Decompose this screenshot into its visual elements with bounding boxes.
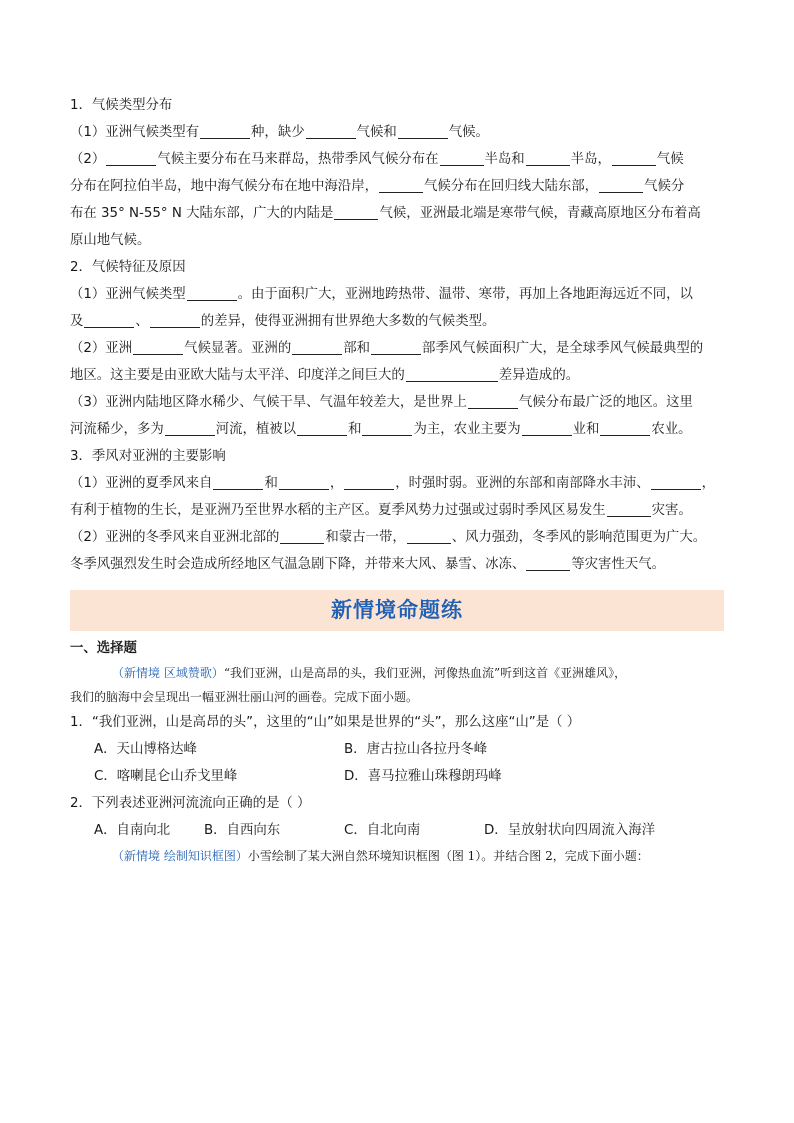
text: （2）: [70, 152, 106, 167]
fill-blank[interactable]: [106, 149, 156, 166]
text: 业和: [572, 422, 600, 437]
text: 和: [348, 422, 362, 437]
fill-blank[interactable]: [407, 527, 451, 544]
fill-blank[interactable]: [334, 203, 378, 220]
s1-p2a: [70, 146, 724, 173]
question-1-stem: 1．“我们亚洲，山是高昂的头”，这里的“山”如果是世界的“头”，那么这座“山”是（ ）: [70, 715, 581, 730]
context-line-3: [70, 844, 724, 868]
fill-blank[interactable]: [526, 554, 570, 571]
text: （1）亚洲气候类型有: [70, 125, 200, 140]
text: 气候，亚洲最北端是寒带气候，青藏高原地区分布着高: [379, 206, 701, 221]
fill-blank[interactable]: [522, 419, 572, 436]
question-2-options: [70, 817, 724, 844]
section-banner: 新情境命题练: [70, 590, 724, 631]
s2-p1b: [70, 308, 724, 335]
question-2-stem: 2．下列表述亚洲河流流向正确的是（ ）: [70, 796, 311, 811]
text: 、风力强劲，冬季风的影响范围更为广大。: [451, 530, 707, 545]
fill-blank[interactable]: [600, 419, 650, 436]
context-tag: （新情境 区域赞歌）: [112, 666, 224, 680]
fill-blank[interactable]: [165, 419, 215, 436]
s2-p3a: [70, 389, 724, 416]
worksheet-page: [70, 92, 724, 868]
text: 和: [264, 476, 278, 491]
s3-p1b: [70, 497, 724, 524]
option-d[interactable]: D．喜马拉雅山珠穆朗玛峰: [344, 769, 502, 784]
fill-blank[interactable]: [187, 284, 237, 301]
fill-blank[interactable]: [612, 149, 656, 166]
text: 布在 35° N-55° N 大陆东部，广大的内陆是: [70, 206, 334, 221]
context-line-1: [70, 661, 724, 685]
s2-p1a: [70, 281, 724, 308]
text: 差异造成的。: [498, 368, 580, 383]
option-c[interactable]: C．喀喇昆仑山乔戈里峰: [94, 769, 238, 784]
option-a[interactable]: A．天山博格达峰: [94, 742, 197, 757]
fill-blank[interactable]: [213, 473, 263, 490]
text: 气候分: [644, 179, 685, 194]
text: 冬季风强烈发生时会造成所经地区气温急剧下降，并带来大风、暴雪、冰冻、: [70, 557, 526, 572]
context-tag: （新情境 绘制知识框图）: [112, 849, 248, 863]
text: 的差异，使得亚洲拥有世界绝大多数的气候类型。: [200, 314, 496, 329]
fill-blank[interactable]: [133, 338, 183, 355]
question-1-options-row2: [70, 763, 724, 790]
section-heading-choice: 一、选择题: [70, 641, 137, 656]
text: 地区。这主要是由亚欧大陆与太平洋、印度洋之间巨大的: [70, 368, 405, 383]
text: （2）亚洲的冬季风来自亚洲北部的: [70, 530, 280, 545]
text: 河流稀少，多为: [70, 422, 164, 437]
s2-heading: 2．气候特征及原因: [70, 260, 186, 275]
s3-heading: 3．季风对亚洲的主要影响: [70, 449, 226, 464]
text: 气候和: [356, 125, 397, 140]
text: 气候: [656, 152, 684, 167]
text: 气候分布在回归线大陆东部，: [423, 179, 599, 194]
s1-heading: 1．气候类型分布: [70, 98, 173, 113]
fill-blank[interactable]: [279, 473, 329, 490]
s1-p2c: [70, 200, 724, 227]
text: ，: [329, 476, 344, 491]
text: 种，缺少: [251, 125, 305, 140]
text: 气候显著。亚洲的: [184, 341, 292, 356]
text: 有利于植物的生长，是亚洲乃至世界水稻的主产区。夏季风势力过强或过弱时季风区易发生: [70, 503, 606, 518]
context-line-2: 我们的脑海中会呈现出一幅亚洲壮丽山河的画卷。完成下面小题。: [70, 690, 419, 704]
text: 气候。: [448, 125, 489, 140]
text: （3）亚洲内陆地区降水稀少、气候干旱、气温年较差大，是世界上: [70, 395, 467, 410]
question-1-options-row1: [70, 736, 724, 763]
text: 、: [135, 314, 149, 329]
text: ，时强时弱。亚洲的东部和南部降水丰沛、: [395, 476, 650, 491]
fill-blank[interactable]: [651, 473, 701, 490]
fill-blank[interactable]: [84, 311, 134, 328]
s3-p2b: [70, 551, 724, 578]
s2-p3b: [70, 416, 724, 443]
text: 农业。: [651, 422, 692, 437]
text: 部季风气候面积广大，是全球季风气候最典型的: [422, 341, 704, 356]
text: 气候主要分布在马来群岛，热带季风气候分布在: [157, 152, 439, 167]
fill-blank[interactable]: [599, 176, 643, 193]
text: ，: [701, 476, 716, 491]
text: 河流，植被以: [215, 422, 297, 437]
s2-p2b: [70, 362, 724, 389]
text: 灾害。: [651, 503, 692, 518]
fill-blank[interactable]: [280, 527, 324, 544]
option-c[interactable]: C．自北向南: [344, 823, 421, 838]
fill-blank[interactable]: [292, 338, 342, 355]
fill-blank[interactable]: [344, 473, 394, 490]
text: 半岛，: [570, 152, 611, 167]
fill-blank[interactable]: [371, 338, 421, 355]
fill-blank[interactable]: [306, 122, 356, 139]
text: 为主，农业主要为: [413, 422, 521, 437]
s1-p2b: [70, 173, 724, 200]
option-d[interactable]: D．呈放射状向四周流入海洋: [484, 823, 655, 838]
text: 及: [70, 314, 84, 329]
option-b[interactable]: B．唐古拉山各拉丹冬峰: [344, 742, 488, 757]
text: 。由于面积广大，亚洲地跨热带、温带、寒带，再加上各地距海远近不同，以: [237, 287, 693, 302]
s1-p1: [70, 119, 724, 146]
fill-blank[interactable]: [526, 149, 570, 166]
fill-blank[interactable]: [150, 311, 200, 328]
fill-blank[interactable]: [468, 392, 518, 409]
fill-blank[interactable]: [607, 500, 651, 517]
fill-blank[interactable]: [398, 122, 448, 139]
text: （2）亚洲: [70, 341, 133, 356]
fill-blank[interactable]: [362, 419, 412, 436]
fill-blank[interactable]: [406, 365, 498, 382]
fill-blank[interactable]: [200, 122, 250, 139]
s1-p2d: 原山地气候。: [70, 233, 151, 248]
text: （1）亚洲的夏季风来自: [70, 476, 213, 491]
text: 半岛和: [484, 152, 525, 167]
option-b[interactable]: B．自西向东: [204, 823, 281, 838]
option-a[interactable]: A．自南向北: [94, 823, 171, 838]
text: 等灾害性天气。: [571, 557, 666, 572]
s3-p1a: [70, 470, 724, 497]
text: 气候分布最广泛的地区。这里: [518, 395, 693, 410]
fill-blank[interactable]: [440, 149, 484, 166]
text: 分布在阿拉伯半岛，地中海气候分布在地中海沿岸，: [70, 179, 378, 194]
text: （1）亚洲气候类型: [70, 287, 186, 302]
text: 部和: [343, 341, 370, 356]
context-text: 小雪绘制了某大洲自然环境知识框图（图 1）。并结合图 2，完成下面小题：: [247, 849, 649, 863]
fill-blank[interactable]: [297, 419, 347, 436]
fill-blank[interactable]: [379, 176, 423, 193]
text: 和蒙古一带，: [325, 530, 406, 545]
s2-p2a: [70, 335, 724, 362]
s3-p2a: [70, 524, 724, 551]
context-text: “我们亚洲，山是高昂的头，我们亚洲，河像热血流”听到这首《亚洲雄风》，: [223, 666, 627, 680]
